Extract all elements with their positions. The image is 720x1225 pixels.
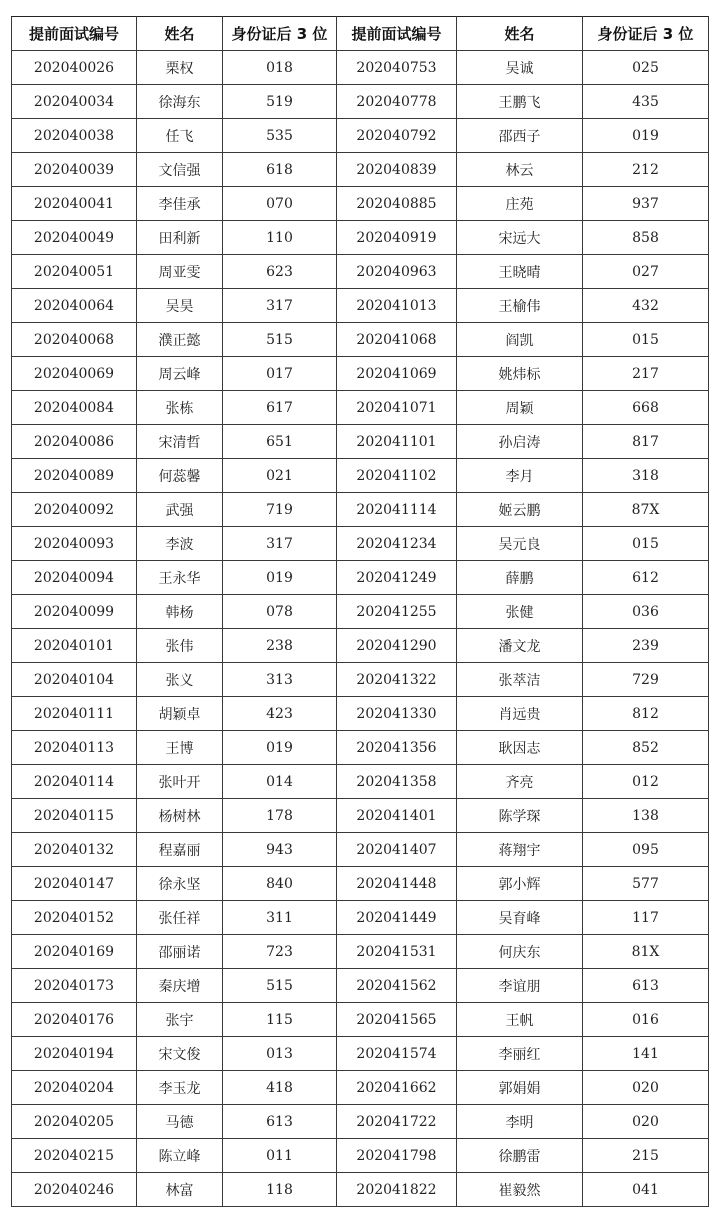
table-row — [12, 119, 709, 153]
id-last3-cell: 013 — [223, 1037, 337, 1071]
name-cell: 宋文俊 — [137, 1037, 223, 1071]
interview-id-cell: 202040086 — [12, 425, 137, 459]
id-last3-cell: 025 — [583, 51, 709, 85]
id-last3-cell: 019 — [583, 119, 709, 153]
interview-id-cell: 202040089 — [12, 459, 137, 493]
table-row — [12, 935, 709, 969]
table-row — [12, 1003, 709, 1037]
table-row — [12, 663, 709, 697]
name-cell: 何庆东 — [457, 935, 583, 969]
interview-id-cell: 202040205 — [12, 1105, 137, 1139]
interview-id-cell: 202041071 — [337, 391, 457, 425]
id-last3-cell: 432 — [583, 289, 709, 323]
header-row — [12, 17, 709, 51]
interview-id-cell: 202041722 — [337, 1105, 457, 1139]
interview-id-cell: 202041449 — [337, 901, 457, 935]
table-row — [12, 1071, 709, 1105]
interview-id-cell: 202040038 — [12, 119, 137, 153]
table-row — [12, 493, 709, 527]
id-last3-cell: 078 — [223, 595, 337, 629]
id-last3-cell: 515 — [223, 323, 337, 357]
name-cell: 秦庆增 — [137, 969, 223, 1003]
id-last3-cell: 943 — [223, 833, 337, 867]
id-last3-cell: 317 — [223, 289, 337, 323]
name-cell: 张栋 — [137, 391, 223, 425]
name-cell: 任飞 — [137, 119, 223, 153]
interview-id-cell: 202041068 — [337, 323, 457, 357]
id-last3-cell: 095 — [583, 833, 709, 867]
name-cell: 阎凯 — [457, 323, 583, 357]
table-row — [12, 323, 709, 357]
id-last3-cell: 613 — [583, 969, 709, 1003]
name-cell: 耿因志 — [457, 731, 583, 765]
id-last3-cell: 577 — [583, 867, 709, 901]
header-id-last3: 身份证后 3 位 — [583, 17, 709, 51]
name-cell: 濮正懿 — [137, 323, 223, 357]
id-last3-cell: 623 — [223, 255, 337, 289]
name-cell: 宋远大 — [457, 221, 583, 255]
name-cell: 徐永坚 — [137, 867, 223, 901]
interview-id-cell: 202040778 — [337, 85, 457, 119]
id-last3-cell: 535 — [223, 119, 337, 153]
id-last3-cell: 212 — [583, 153, 709, 187]
id-last3-cell: 041 — [583, 1173, 709, 1207]
id-last3-cell: 313 — [223, 663, 337, 697]
interview-id-cell: 202040963 — [337, 255, 457, 289]
name-cell: 李丽红 — [457, 1037, 583, 1071]
id-last3-cell: 016 — [583, 1003, 709, 1037]
interview-id-cell: 202040147 — [12, 867, 137, 901]
table-row — [12, 289, 709, 323]
id-last3-cell: 217 — [583, 357, 709, 391]
interview-id-cell: 202040104 — [12, 663, 137, 697]
name-cell: 李玉龙 — [137, 1071, 223, 1105]
name-cell: 吴诚 — [457, 51, 583, 85]
id-last3-cell: 027 — [583, 255, 709, 289]
interview-roster-table — [11, 16, 709, 1207]
interview-id-cell: 202040039 — [12, 153, 137, 187]
interview-id-cell: 202040173 — [12, 969, 137, 1003]
name-cell: 蒋翔宇 — [457, 833, 583, 867]
id-last3-cell: 018 — [223, 51, 337, 85]
id-last3-cell: 651 — [223, 425, 337, 459]
name-cell: 陈学琛 — [457, 799, 583, 833]
id-last3-cell: 117 — [583, 901, 709, 935]
id-last3-cell: 423 — [223, 697, 337, 731]
name-cell: 韩杨 — [137, 595, 223, 629]
name-cell: 周颖 — [457, 391, 583, 425]
interview-id-cell: 202041069 — [337, 357, 457, 391]
table-row — [12, 969, 709, 1003]
interview-id-cell: 202041249 — [337, 561, 457, 595]
id-last3-cell: 012 — [583, 765, 709, 799]
interview-id-cell: 202041290 — [337, 629, 457, 663]
interview-id-cell: 202041358 — [337, 765, 457, 799]
interview-id-cell: 202041531 — [337, 935, 457, 969]
interview-id-cell: 202040246 — [12, 1173, 137, 1207]
interview-id-cell: 202041101 — [337, 425, 457, 459]
interview-id-cell: 202041822 — [337, 1173, 457, 1207]
id-last3-cell: 617 — [223, 391, 337, 425]
id-last3-cell: 020 — [583, 1071, 709, 1105]
table-row — [12, 1105, 709, 1139]
name-cell: 姚炜标 — [457, 357, 583, 391]
interview-id-cell: 202041330 — [337, 697, 457, 731]
interview-id-cell: 202041234 — [337, 527, 457, 561]
id-last3-cell: 014 — [223, 765, 337, 799]
name-cell: 栗权 — [137, 51, 223, 85]
interview-id-cell: 202041662 — [337, 1071, 457, 1105]
name-cell: 齐亮 — [457, 765, 583, 799]
interview-id-cell: 202040176 — [12, 1003, 137, 1037]
id-last3-cell: 118 — [223, 1173, 337, 1207]
interview-id-cell: 202040115 — [12, 799, 137, 833]
id-last3-cell: 723 — [223, 935, 337, 969]
interview-id-cell: 202041565 — [337, 1003, 457, 1037]
name-cell: 郭小辉 — [457, 867, 583, 901]
name-cell: 张宇 — [137, 1003, 223, 1037]
name-cell: 李明 — [457, 1105, 583, 1139]
name-cell: 吴育峰 — [457, 901, 583, 935]
name-cell: 李佳承 — [137, 187, 223, 221]
interview-id-cell: 202041574 — [337, 1037, 457, 1071]
interview-id-cell: 202040152 — [12, 901, 137, 935]
id-last3-cell: 020 — [583, 1105, 709, 1139]
interview-id-cell: 202040051 — [12, 255, 137, 289]
name-cell: 张叶开 — [137, 765, 223, 799]
id-last3-cell: 519 — [223, 85, 337, 119]
interview-id-cell: 202041407 — [337, 833, 457, 867]
interview-id-cell: 202040068 — [12, 323, 137, 357]
table-row — [12, 561, 709, 595]
id-last3-cell: 021 — [223, 459, 337, 493]
name-cell: 林富 — [137, 1173, 223, 1207]
id-last3-cell: 115 — [223, 1003, 337, 1037]
name-cell: 田利新 — [137, 221, 223, 255]
id-last3-cell: 318 — [583, 459, 709, 493]
table-row — [12, 153, 709, 187]
interview-id-cell: 202041448 — [337, 867, 457, 901]
interview-id-cell: 202041255 — [337, 595, 457, 629]
name-cell: 武强 — [137, 493, 223, 527]
table-row — [12, 765, 709, 799]
table-row — [12, 1037, 709, 1071]
table-row — [12, 459, 709, 493]
id-last3-cell: 215 — [583, 1139, 709, 1173]
name-cell: 王鹏飞 — [457, 85, 583, 119]
table-row — [12, 187, 709, 221]
name-cell: 王榆伟 — [457, 289, 583, 323]
interview-id-cell: 202040132 — [12, 833, 137, 867]
table-row — [12, 425, 709, 459]
name-cell: 吴元良 — [457, 527, 583, 561]
table-row — [12, 595, 709, 629]
header-name: 姓名 — [457, 17, 583, 51]
id-last3-cell: 110 — [223, 221, 337, 255]
name-cell: 张萃洁 — [457, 663, 583, 697]
table-row — [12, 629, 709, 663]
name-cell: 张健 — [457, 595, 583, 629]
id-last3-cell: 618 — [223, 153, 337, 187]
roster-body — [12, 51, 709, 1207]
name-cell: 徐海东 — [137, 85, 223, 119]
interview-id-cell: 202040194 — [12, 1037, 137, 1071]
id-last3-cell: 613 — [223, 1105, 337, 1139]
name-cell: 肖远贵 — [457, 697, 583, 731]
id-last3-cell: 418 — [223, 1071, 337, 1105]
id-last3-cell: 840 — [223, 867, 337, 901]
id-last3-cell: 011 — [223, 1139, 337, 1173]
name-cell: 杨树林 — [137, 799, 223, 833]
id-last3-cell: 070 — [223, 187, 337, 221]
interview-id-cell: 202040113 — [12, 731, 137, 765]
interview-id-cell: 202040092 — [12, 493, 137, 527]
name-cell: 马德 — [137, 1105, 223, 1139]
name-cell: 王帆 — [457, 1003, 583, 1037]
id-last3-cell: 719 — [223, 493, 337, 527]
name-cell: 林云 — [457, 153, 583, 187]
id-last3-cell: 239 — [583, 629, 709, 663]
id-last3-cell: 435 — [583, 85, 709, 119]
name-cell: 邵丽诺 — [137, 935, 223, 969]
roster-sheet — [11, 16, 709, 1207]
interview-id-cell: 202040169 — [12, 935, 137, 969]
name-cell: 孙启涛 — [457, 425, 583, 459]
interview-id-cell: 202040792 — [337, 119, 457, 153]
id-last3-cell: 612 — [583, 561, 709, 595]
name-cell: 李波 — [137, 527, 223, 561]
id-last3-cell: 812 — [583, 697, 709, 731]
id-last3-cell: 178 — [223, 799, 337, 833]
interview-id-cell: 202040026 — [12, 51, 137, 85]
name-cell: 崔毅然 — [457, 1173, 583, 1207]
id-last3-cell: 311 — [223, 901, 337, 935]
header-interview-id: 提前面试编号 — [337, 17, 457, 51]
table-row — [12, 901, 709, 935]
name-cell: 陈立峰 — [137, 1139, 223, 1173]
id-last3-cell: 238 — [223, 629, 337, 663]
name-cell: 姬云鹏 — [457, 493, 583, 527]
id-last3-cell: 852 — [583, 731, 709, 765]
id-last3-cell: 019 — [223, 731, 337, 765]
name-cell: 王博 — [137, 731, 223, 765]
interview-id-cell: 202041013 — [337, 289, 457, 323]
name-cell: 张任祥 — [137, 901, 223, 935]
interview-id-cell: 202041322 — [337, 663, 457, 697]
table-row — [12, 799, 709, 833]
interview-id-cell: 202040084 — [12, 391, 137, 425]
name-cell: 周亚雯 — [137, 255, 223, 289]
interview-id-cell: 202040093 — [12, 527, 137, 561]
name-cell: 李月 — [457, 459, 583, 493]
table-row — [12, 51, 709, 85]
table-row — [12, 85, 709, 119]
name-cell: 薛鹏 — [457, 561, 583, 595]
id-last3-cell: 817 — [583, 425, 709, 459]
interview-id-cell: 202040204 — [12, 1071, 137, 1105]
interview-id-cell: 202040101 — [12, 629, 137, 663]
table-row — [12, 697, 709, 731]
table-row — [12, 731, 709, 765]
interview-id-cell: 202040111 — [12, 697, 137, 731]
header-id-last3: 身份证后 3 位 — [223, 17, 337, 51]
interview-id-cell: 202041102 — [337, 459, 457, 493]
table-row — [12, 1173, 709, 1207]
id-last3-cell: 729 — [583, 663, 709, 697]
table-row — [12, 867, 709, 901]
interview-id-cell: 202040034 — [12, 85, 137, 119]
id-last3-cell: 019 — [223, 561, 337, 595]
interview-id-cell: 202040064 — [12, 289, 137, 323]
table-row — [12, 221, 709, 255]
interview-id-cell: 202041798 — [337, 1139, 457, 1173]
interview-id-cell: 202040885 — [337, 187, 457, 221]
id-last3-cell: 141 — [583, 1037, 709, 1071]
interview-id-cell: 202041401 — [337, 799, 457, 833]
interview-id-cell: 202040069 — [12, 357, 137, 391]
table-row — [12, 833, 709, 867]
name-cell: 潘文龙 — [457, 629, 583, 663]
id-last3-cell: 015 — [583, 323, 709, 357]
name-cell: 何蕊馨 — [137, 459, 223, 493]
interview-id-cell: 202040041 — [12, 187, 137, 221]
id-last3-cell: 87X — [583, 493, 709, 527]
table-row — [12, 1139, 709, 1173]
interview-id-cell: 202040215 — [12, 1139, 137, 1173]
name-cell: 周云峰 — [137, 357, 223, 391]
name-cell: 吴昊 — [137, 289, 223, 323]
table-row — [12, 357, 709, 391]
interview-id-cell: 202041356 — [337, 731, 457, 765]
id-last3-cell: 317 — [223, 527, 337, 561]
name-cell: 胡颖卓 — [137, 697, 223, 731]
table-row — [12, 255, 709, 289]
name-cell: 庄苑 — [457, 187, 583, 221]
name-cell: 张义 — [137, 663, 223, 697]
header-name: 姓名 — [137, 17, 223, 51]
id-last3-cell: 858 — [583, 221, 709, 255]
name-cell: 邵西子 — [457, 119, 583, 153]
name-cell: 李谊朋 — [457, 969, 583, 1003]
interview-id-cell: 202041114 — [337, 493, 457, 527]
interview-id-cell: 202041562 — [337, 969, 457, 1003]
interview-id-cell: 202040099 — [12, 595, 137, 629]
name-cell: 张伟 — [137, 629, 223, 663]
name-cell: 宋清哲 — [137, 425, 223, 459]
interview-id-cell: 202040839 — [337, 153, 457, 187]
interview-id-cell: 202040919 — [337, 221, 457, 255]
name-cell: 徐鹏雷 — [457, 1139, 583, 1173]
interview-id-cell: 202040753 — [337, 51, 457, 85]
id-last3-cell: 017 — [223, 357, 337, 391]
id-last3-cell: 81X — [583, 935, 709, 969]
name-cell: 郭娟娟 — [457, 1071, 583, 1105]
interview-id-cell: 202040094 — [12, 561, 137, 595]
id-last3-cell: 015 — [583, 527, 709, 561]
id-last3-cell: 515 — [223, 969, 337, 1003]
interview-id-cell: 202040114 — [12, 765, 137, 799]
name-cell: 王永华 — [137, 561, 223, 595]
id-last3-cell: 668 — [583, 391, 709, 425]
table-row — [12, 391, 709, 425]
name-cell: 文信强 — [137, 153, 223, 187]
id-last3-cell: 138 — [583, 799, 709, 833]
header-interview-id: 提前面试编号 — [12, 17, 137, 51]
id-last3-cell: 036 — [583, 595, 709, 629]
id-last3-cell: 937 — [583, 187, 709, 221]
name-cell: 王晓晴 — [457, 255, 583, 289]
name-cell: 程嘉丽 — [137, 833, 223, 867]
interview-id-cell: 202040049 — [12, 221, 137, 255]
table-row — [12, 527, 709, 561]
